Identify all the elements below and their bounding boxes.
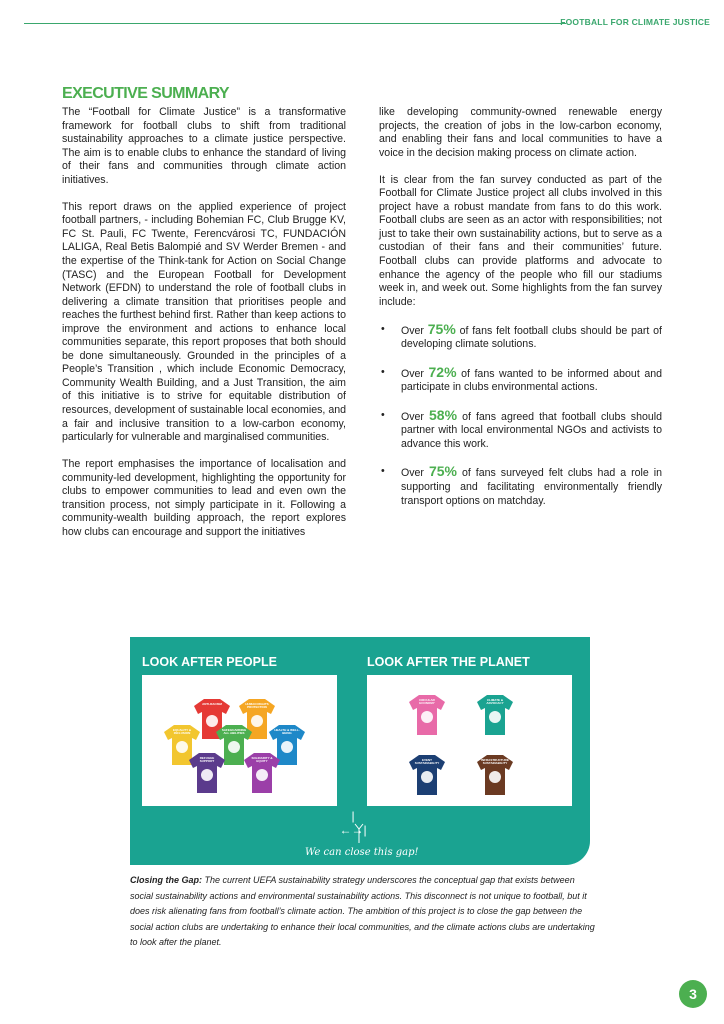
gap-text: We can close this gap! [305,847,419,858]
pointer-arrow-icon [352,823,366,845]
running-header: FOOTBALL FOR CLIMATE JUSTICE [560,17,710,27]
shirt-planet-0 [407,693,447,737]
page-number: 3 [679,980,707,1008]
percentage: 72% [428,363,457,380]
paragraph: The report emphasises the importance of localisation and community-led development, highlighting the opportunity for clubs to empower communities to lead and even own the transition process, not simply participate in it. Following a community-wealth building approach, the report explores how clubs can encourage and support the initiatives [62,458,346,538]
percentage: 75% [428,463,457,480]
shirt-label: EQUALITY & INCLUSION [172,728,192,736]
list-item: • Over 58% of fans agreed that football clubs should partner with local environmental NGOs and activists to advance this work. [379,409,662,452]
section-title: EXECUTIVE SUMMARY [62,85,230,102]
figure-caption: Closing the Gap: The current UEFA sustainability strategy underscores the conceptual gap that exists between social sustainability actions and environmental sustainability actions. This disconnect is not unique to football, but it does risk alienating fans from football’s climate action. The ambition of this project is to close the gap between the social action clubs are undertaking to enhance their local communities, and the climate actions clubs are undertaking to look after the planet. [130,875,595,948]
list-item: • Over 72% of fans wanted to be informed about and participate in clubs environmental actions. [379,366,662,395]
shirt-label: HUMAN RIGHTS PROTECTION [245,702,269,710]
planet-panel [367,675,572,806]
paragraph: like developing community-owned renewable energy projects, the creation of jobs in the low-carbon economy, and enabling their fans and local communities to have a voice in the decision making process on climate action. [379,106,662,159]
shirt-label: CIRCULAR ECONOMY [419,698,435,706]
percentage: 58% [429,406,458,423]
shirt-planet-1 [475,693,515,737]
gap-arrow-icon: |←→| [339,809,367,837]
header-rule [24,23,566,24]
people-panel [142,675,337,806]
shirt-label: EVENT SUSTAINABILITY [414,758,440,766]
paragraph: It is clear from the fan survey conducted as part of the Football for Climate Justice project all clubs involved in this project have a robust mandate from fans to do this work. Football clubs are seen as an actor with responsibilities; not just to take their own sustainability actions, but to serve as a custodian of their fans and their communities’ future. Football clubs can provide platforms and advocate to enhance the agency of the people who fill our stadiums week in, and week out. Some highlights from the fan survey include: [379,173,662,308]
paragraph: This report draws on the applied experience of project football partners, - including Bohemian FC, Club Brugge KV, FC St. Pauli, FC Twente, Ferencvárosi TC, FUNDACIÓN LALIGA, Real Betis Balompié and SV Werder Bremen - and the expertise of the Think-tank for Action on Social Change (TASC) and the European Football for Development Network (EFDN) to understand the role of football clubs in delivering a climate transition that prioritises people and reaches the furthest behind first. Rather than keep actions to improve the environment and actions to enhance local communities separate, this report proposes that both should be done simultaneously. Grounded in the principles of a People’s Transition , which include Economic Democracy, Community Wealth Building, and a Just Transition, the aim of this initiative is to strive for equitable distribution of resources, development of sustainable local economies, and a fair and inclusive transition to a low-carbon economy, particularly for vulnerable and marginalised communities. [62,200,346,444]
closing-gap-figure [130,637,590,865]
shirt-label: SAFEGUARDING ALL ABILITIES [221,728,247,736]
shirt-label: INFRASTRUCTURE SUSTAINABILITY [481,758,509,766]
paragraph: The “Football for Climate Justice” is a transformative framework for football clubs to shift from traditional sustainability approaches to a climate justice perspective. The aim is to enable clubs to enhance the standard of living of their fans and communities through climate action initiatives. [62,106,346,186]
list-item: • Over 75% of fans surveyed felt clubs had a role in supporting and facilitating environmentally friendly transport options on matchday. [379,465,662,508]
shirt-planet-2 [407,753,447,797]
shirt-label: CLIMATE & ADVOCACY [486,698,504,706]
list-item: • Over 75% of fans felt football clubs should be part of developing climate solutions. [379,323,662,352]
shirt-label: REFUGEE SUPPORT [199,756,215,764]
left-column [62,106,346,553]
figure-heading-people: LOOK AFTER PEOPLE [142,655,277,669]
shirt-label: SOLIDARITY & EQUITY [251,756,273,764]
right-column [379,106,662,522]
shirt-planet-3 [475,753,515,797]
caption-lead: Closing the Gap: [130,875,202,885]
figure-heading-planet: LOOK AFTER THE PLANET [367,655,530,669]
shirt-people-5 [187,751,227,795]
percentage: 75% [427,320,456,337]
survey-highlights [379,320,662,508]
shirt-label: HEALTH & WELL-BEING [274,728,300,736]
shirt-people-6 [242,751,282,795]
shirt-label: ANTI-RACISM [202,702,222,706]
